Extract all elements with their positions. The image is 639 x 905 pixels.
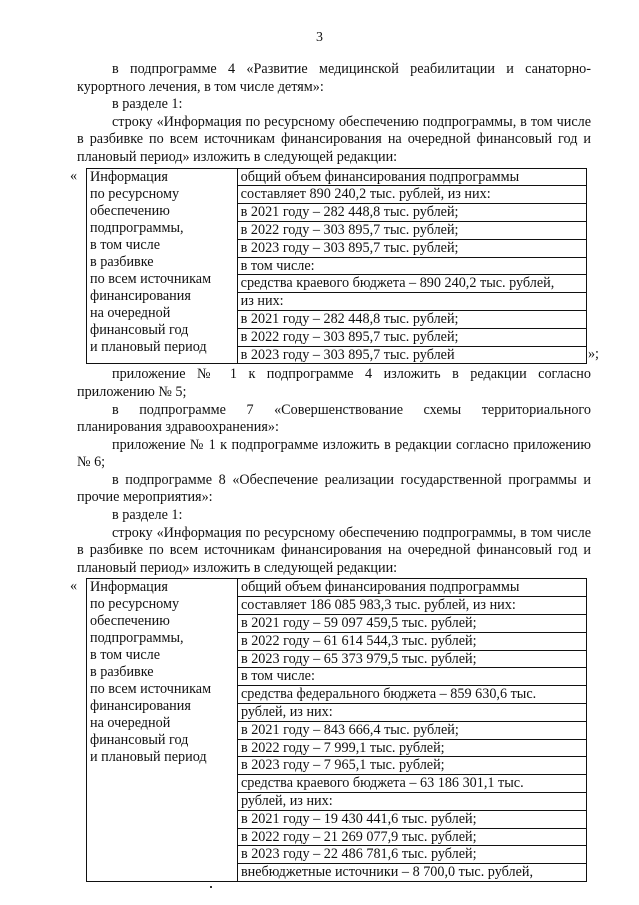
table-label-line: в разбивке xyxy=(90,253,154,270)
table-value-line: в 2022 году – 7 999,1 тыс. рублей; xyxy=(238,740,586,758)
paragraph: в подпрограмме 7 «Совершенствование схемы территориального планирования здравоохранения»: xyxy=(77,401,591,436)
table-label-line: и плановый период xyxy=(90,338,207,355)
table-value-line: в 2023 году – 303 895,7 тыс. рублей xyxy=(240,346,455,363)
table-label-line: Информация xyxy=(90,168,168,185)
page-number: 3 xyxy=(316,30,323,45)
table-label-line: по всем источникам xyxy=(90,681,212,698)
table-value-line: рублей, из них: xyxy=(238,704,586,722)
resource-table-1 xyxy=(70,167,599,365)
table-label-cell xyxy=(87,168,238,364)
table-label-line: финансирования xyxy=(90,698,191,715)
table-label-line: финансовый год xyxy=(90,732,189,749)
table-value-line: в 2023 году – 7 965,1 тыс. рублей; xyxy=(238,757,586,775)
paragraph: строку «Информация по ресурсному обеспечению подпрограммы, в том числе в разбивке по всем источникам финансирования на очередной финансовый год и плановый период» изложить в следующей редакции: xyxy=(77,524,591,576)
table-label-line: в том числе xyxy=(90,236,161,253)
table-label-line: финансирования xyxy=(90,287,191,304)
table-value-line: рублей, из них: xyxy=(238,793,586,811)
table-value-line: средства краевого бюджета – 890 240,2 тыс. рублей, xyxy=(238,275,586,293)
table-value-cell xyxy=(237,168,586,364)
scan-speck xyxy=(210,886,212,888)
table-value-line: общий объем финансирования подпрограммы xyxy=(238,169,586,187)
paragraph: приложение № 1 к подпрограмме изложить в редакции согласно приложению № 6; xyxy=(77,436,591,471)
table-label-line: финансовый год xyxy=(90,321,189,338)
table-value-line: в 2022 году – 21 269 077,9 тыс. рублей; xyxy=(238,829,586,847)
paragraph: в подпрограмме 4 «Развитие медицинской реабилитации и санаторно-курортного лечения, в том числе детям»: xyxy=(77,61,591,95)
table-value-line: составляет 890 240,2 тыс. рублей, из них: xyxy=(238,186,586,204)
table-value-line: в 2021 году – 59 097 459,5 тыс. рублей; xyxy=(238,615,586,633)
table-value-line: общий объем финансирования подпрограммы xyxy=(238,579,586,597)
table-label-line: по ресурсному xyxy=(90,185,180,202)
table-value-line: в 2021 году – 282 448,8 тыс. рублей; xyxy=(238,204,586,222)
table-label-line: по ресурсному xyxy=(90,596,180,613)
table-value-line: в 2022 году – 303 895,7 тыс. рублей; xyxy=(238,329,586,347)
table-value-line: в 2022 году – 303 895,7 тыс. рублей; xyxy=(238,222,586,240)
paragraph: в разделе 1: xyxy=(112,507,183,524)
table-label-cell xyxy=(87,579,238,882)
table-label-line: на очередной xyxy=(90,715,171,732)
table-label-line: подпрограммы, xyxy=(90,630,184,647)
table-value-line: в 2023 году – 303 895,7 тыс. рублей; xyxy=(238,240,586,258)
table-label-line: подпрограммы, xyxy=(90,219,184,236)
table-label-line: обеспечению xyxy=(90,202,170,219)
paragraph: в подпрограмме 8 «Обеспечение реализации государственной программы и прочие мероприятия»: xyxy=(77,471,591,506)
open-quote: « xyxy=(70,578,78,595)
table-value-line: в том числе: xyxy=(238,668,586,686)
table-label-line: по всем источникам xyxy=(90,270,212,287)
table-label-line: Информация xyxy=(90,579,168,596)
table-value-line: в 2022 году – 61 614 544,3 тыс. рублей; xyxy=(238,633,586,651)
table-label-line: в том числе xyxy=(90,647,161,664)
table-value-line: в 2021 году – 282 448,8 тыс. рублей; xyxy=(238,311,586,329)
table-label-line: и плановый период xyxy=(90,749,207,766)
table-value-line: средства федерального бюджета – 859 630,6 тыс. xyxy=(238,686,586,704)
table-value-line: внебюджетные источники – 8 700,0 тыс. рублей, xyxy=(240,864,534,881)
paragraph: в разделе 1: xyxy=(112,96,183,113)
paragraph: строку «Информация по ресурсному обеспечению подпрограммы, в том числе в разбивке по всем источникам финансирования на очередной финансовый год и плановый период» изложить в следующей редакции: xyxy=(77,113,591,165)
paragraph: приложение № 1 к подпрограмме 4 изложить в редакции согласно приложению № 5; xyxy=(77,366,591,400)
table-value-line: в 2023 году – 65 373 979,5 тыс. рублей; xyxy=(238,651,586,669)
resource-table-2 xyxy=(70,578,591,882)
close-quote: »; xyxy=(587,346,599,363)
table-value-cell xyxy=(237,579,586,882)
table-value-line: из них: xyxy=(238,293,586,311)
open-quote: « xyxy=(70,167,78,184)
table-value-line: средства краевого бюджета – 63 186 301,1 тыс. xyxy=(238,775,586,793)
table-value-line: в 2023 году – 22 486 781,6 тыс. рублей; xyxy=(238,846,586,864)
table-label-line: обеспечению xyxy=(90,613,170,630)
table-value-line: в том числе: xyxy=(238,258,586,276)
table-value-line: в 2021 году – 19 430 441,6 тыс. рублей; xyxy=(238,811,586,829)
table-value-line: в 2021 году – 843 666,4 тыс. рублей; xyxy=(238,722,586,740)
table-value-line: составляет 186 085 983,3 тыс. рублей, из них: xyxy=(238,597,586,615)
document-body xyxy=(70,61,599,884)
table-label-line: на очередной xyxy=(90,304,171,321)
table-label-line: в разбивке xyxy=(90,664,154,681)
